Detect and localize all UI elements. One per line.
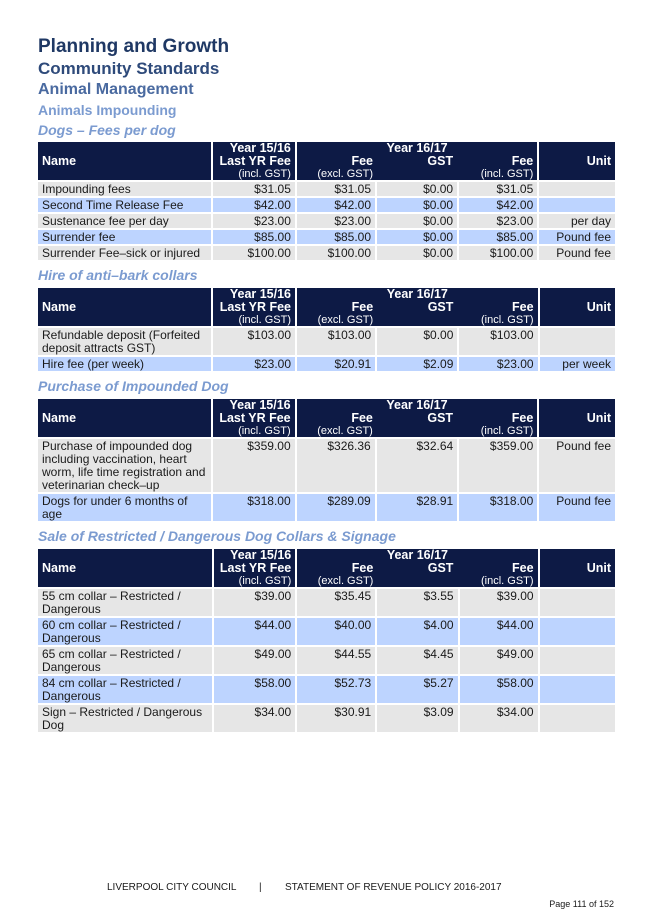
year-prev-label: Year 15/16 [229, 287, 292, 301]
row-fee-incl-gst: $31.05 [459, 182, 537, 196]
row-last-yr-fee: $23.00 [213, 214, 295, 228]
section-title: Purchase of Impounded Dog [38, 378, 229, 394]
row-unit: per week [540, 357, 615, 371]
section-title: Hire of anti–bark collars [38, 267, 198, 283]
fee-incl-label: Fee [511, 154, 534, 168]
fee-sections [38, 140, 615, 734]
heading-dogs-fees-per-dog: Dogs – Fees per dog [38, 122, 176, 138]
col-header-gst [377, 412, 457, 437]
row-fee-excl-gst: $100.00 [297, 246, 375, 260]
col-header-year-prev [213, 142, 295, 180]
col-header-name: Name [38, 288, 211, 326]
row-gst: $3.55 [377, 589, 457, 616]
row-fee-incl-gst: $359.00 [459, 439, 537, 492]
excl-gst-label: (excl. GST) [317, 314, 374, 326]
row-gst: $2.09 [377, 357, 457, 371]
row-unit: Pound fee [539, 230, 615, 244]
row-gst: $32.64 [377, 439, 457, 492]
gst-label: GST [427, 300, 454, 314]
row-fee-excl-gst: $42.00 [297, 198, 375, 212]
year-prev-label: Year 15/16 [230, 548, 292, 562]
row-fee-excl-gst: $30.91 [297, 705, 375, 732]
incl-gst-label-2: (incl. GST) [481, 575, 534, 587]
last-yr-fee-label: Last YR Fee [219, 411, 291, 425]
table-row [38, 705, 615, 732]
col-header-fee-excl [297, 412, 377, 437]
row-unit [539, 182, 615, 196]
table-row [38, 676, 615, 703]
row-gst: $28.91 [377, 494, 457, 521]
footer-separator: | [259, 882, 262, 893]
row-fee-incl-gst: $34.00 [460, 705, 538, 732]
col-header-year-prev [214, 549, 296, 587]
row-fee-incl-gst: $85.00 [459, 230, 537, 244]
col-header-unit: Unit [539, 399, 615, 437]
col-header-fee-excl [297, 301, 377, 326]
row-name: Sustenance fee per day [38, 214, 211, 228]
year-curr-label: Year 16/17 [386, 548, 448, 562]
row-last-yr-fee: $39.00 [214, 589, 296, 616]
row-fee-incl-gst: $49.00 [460, 647, 538, 674]
fee-table [36, 397, 617, 523]
gst-label: GST [427, 561, 454, 575]
row-unit [540, 647, 615, 674]
incl-gst-label-2: (incl. GST) [480, 425, 534, 437]
col-header-year-curr-group [297, 399, 538, 437]
row-fee-excl-gst: $52.73 [297, 676, 375, 703]
excl-gst-label: (excl. GST) [317, 425, 373, 437]
row-unit [540, 676, 615, 703]
table-row [38, 618, 615, 645]
row-fee-incl-gst: $318.00 [459, 494, 537, 521]
row-name: Dogs for under 6 months of age [38, 494, 211, 521]
col-header-year-curr-group [297, 142, 537, 180]
table-row [38, 230, 615, 244]
row-name: Sign – Restricted / Dangerous Dog [38, 705, 212, 732]
col-header-fee-incl [457, 562, 537, 587]
col-header-fee-excl [297, 562, 377, 587]
table-header-row [38, 288, 615, 326]
row-fee-incl-gst: $100.00 [459, 246, 537, 260]
table-row [38, 357, 615, 371]
col-header-gst [377, 562, 457, 587]
col-header-name: Name [38, 142, 211, 180]
row-gst: $0.00 [377, 214, 457, 228]
last-yr-fee-label: Last YR Fee [219, 300, 292, 314]
row-last-yr-fee: $42.00 [213, 198, 295, 212]
table-row [38, 328, 615, 355]
row-gst: $0.00 [377, 328, 457, 355]
row-unit [540, 328, 615, 355]
year-curr-label: Year 16/17 [386, 398, 448, 412]
row-unit: per day [539, 214, 615, 228]
excl-gst-label: (excl. GST) [317, 168, 373, 180]
row-last-yr-fee: $359.00 [213, 439, 295, 492]
gst-label: GST [427, 154, 454, 168]
row-unit: Pound fee [539, 494, 615, 521]
table-header-row [38, 142, 615, 180]
row-unit: Pound fee [539, 246, 615, 260]
col-header-gst [377, 301, 457, 326]
col-header-unit: Unit [539, 142, 615, 180]
year-curr-label: Year 16/17 [386, 287, 448, 301]
row-fee-incl-gst: $39.00 [460, 589, 538, 616]
row-name: Refundable deposit (Forfeited deposit attracts GST) [38, 328, 211, 355]
table-row [38, 182, 615, 196]
row-fee-incl-gst: $23.00 [459, 214, 537, 228]
table-row [38, 494, 615, 521]
row-gst: $0.00 [377, 230, 457, 244]
row-last-yr-fee: $34.00 [214, 705, 296, 732]
row-unit [540, 589, 615, 616]
fee-table [36, 547, 617, 734]
row-fee-excl-gst: $40.00 [297, 618, 375, 645]
row-name: Surrender Fee–sick or injured [38, 246, 211, 260]
section-title: Sale of Restricted / Dangerous Dog Collars & Signage [38, 528, 396, 544]
col-header-unit: Unit [540, 288, 615, 326]
fee-incl-label: Fee [512, 300, 534, 314]
page-content [38, 36, 615, 734]
col-header-fee-incl [457, 301, 537, 326]
row-name: 60 cm collar – Restricted / Dangerous [38, 618, 212, 645]
table-header-row [38, 549, 615, 587]
row-fee-excl-gst: $85.00 [297, 230, 375, 244]
incl-gst-label: (incl. GST) [238, 314, 292, 326]
table-row [38, 198, 615, 212]
row-name: 65 cm collar – Restricted / Dangerous [38, 647, 212, 674]
col-header-year-prev [213, 399, 295, 437]
row-unit: Pound fee [539, 439, 615, 492]
row-name: 84 cm collar – Restricted / Dangerous [38, 676, 212, 703]
row-fee-incl-gst: $42.00 [459, 198, 537, 212]
row-last-yr-fee: $49.00 [214, 647, 296, 674]
table-row [38, 647, 615, 674]
year-curr-label: Year 16/17 [386, 141, 448, 155]
row-last-yr-fee: $85.00 [213, 230, 295, 244]
col-header-year-curr-group [297, 288, 538, 326]
heading-animals-impounding: Animals Impounding [38, 102, 177, 118]
row-last-yr-fee: $318.00 [213, 494, 295, 521]
row-unit [540, 618, 615, 645]
page-number: Page 111 of 152 [549, 899, 614, 909]
row-name: Hire fee (per week) [38, 357, 211, 371]
heading-animal-management: Animal Management [38, 81, 194, 98]
fee-table [36, 286, 617, 373]
row-gst: $0.00 [377, 246, 457, 260]
row-last-yr-fee: $100.00 [213, 246, 295, 260]
row-unit [540, 705, 615, 732]
row-fee-excl-gst: $44.55 [297, 647, 375, 674]
fee-label: Fee [351, 154, 373, 168]
heading-community-standards: Community Standards [38, 59, 220, 78]
gst-label: GST [427, 411, 454, 425]
row-last-yr-fee: $44.00 [214, 618, 296, 645]
footer-org: LIVERPOOL CITY COUNCIL [107, 882, 237, 893]
row-name: Impounding fees [38, 182, 211, 196]
row-fee-excl-gst: $103.00 [297, 328, 375, 355]
fee-incl-label: Fee [512, 561, 534, 575]
row-gst: $3.09 [377, 705, 457, 732]
row-last-yr-fee: $58.00 [214, 676, 296, 703]
fee-incl-label: Fee [511, 411, 534, 425]
row-last-yr-fee: $23.00 [213, 357, 295, 371]
last-yr-fee-label: Last YR Fee [219, 154, 291, 168]
row-gst: $4.45 [377, 647, 457, 674]
incl-gst-label-2: (incl. GST) [481, 314, 534, 326]
row-last-yr-fee: $31.05 [213, 182, 295, 196]
row-fee-excl-gst: $31.05 [297, 182, 375, 196]
row-name: Surrender fee [38, 230, 211, 244]
year-prev-label: Year 15/16 [229, 141, 291, 155]
col-header-year-curr-group [297, 549, 537, 587]
row-name: Purchase of impounded dog including vaccination, heart worm, life time registration and veterinarian check–up [38, 439, 211, 492]
row-fee-excl-gst: $23.00 [297, 214, 375, 228]
year-prev-label: Year 15/16 [229, 398, 291, 412]
incl-gst-label: (incl. GST) [238, 425, 291, 437]
incl-gst-label: (incl. GST) [238, 575, 292, 587]
excl-gst-label: (excl. GST) [317, 575, 374, 587]
fee-table [36, 140, 617, 262]
col-header-fee-incl [457, 412, 537, 437]
col-header-fee-excl [297, 155, 377, 180]
row-unit [539, 198, 615, 212]
heading-planning-and-growth: Planning and Growth [38, 36, 230, 57]
row-name: 55 cm collar – Restricted / Dangerous [38, 589, 212, 616]
incl-gst-label-2: (incl. GST) [480, 168, 534, 180]
footer-document-title: STATEMENT OF REVENUE POLICY 2016-2017 [285, 882, 502, 893]
row-fee-excl-gst: $289.09 [297, 494, 375, 521]
incl-gst-label: (incl. GST) [238, 168, 291, 180]
row-gst: $0.00 [377, 182, 457, 196]
row-fee-excl-gst: $20.91 [297, 357, 375, 371]
last-yr-fee-label: Last YR Fee [219, 561, 292, 575]
row-gst: $0.00 [377, 198, 457, 212]
table-row [38, 439, 615, 492]
col-header-unit: Unit [540, 549, 615, 587]
table-header-row [38, 399, 615, 437]
table-row [38, 589, 615, 616]
row-last-yr-fee: $103.00 [213, 328, 295, 355]
row-gst: $5.27 [377, 676, 457, 703]
col-header-gst [377, 155, 457, 180]
col-header-fee-incl [457, 155, 537, 180]
fee-label: Fee [351, 561, 374, 575]
table-row [38, 214, 615, 228]
row-name: Second Time Release Fee [38, 198, 211, 212]
row-fee-incl-gst: $44.00 [460, 618, 538, 645]
row-fee-incl-gst: $58.00 [460, 676, 538, 703]
table-row [38, 246, 615, 260]
col-header-year-prev [213, 288, 295, 326]
row-fee-excl-gst: $35.45 [297, 589, 375, 616]
fee-label: Fee [351, 300, 374, 314]
fee-label: Fee [351, 411, 373, 425]
row-fee-excl-gst: $326.36 [297, 439, 375, 492]
col-header-name: Name [38, 399, 211, 437]
row-fee-incl-gst: $23.00 [459, 357, 537, 371]
row-fee-incl-gst: $103.00 [459, 328, 537, 355]
col-header-name: Name [38, 549, 212, 587]
row-gst: $4.00 [377, 618, 457, 645]
